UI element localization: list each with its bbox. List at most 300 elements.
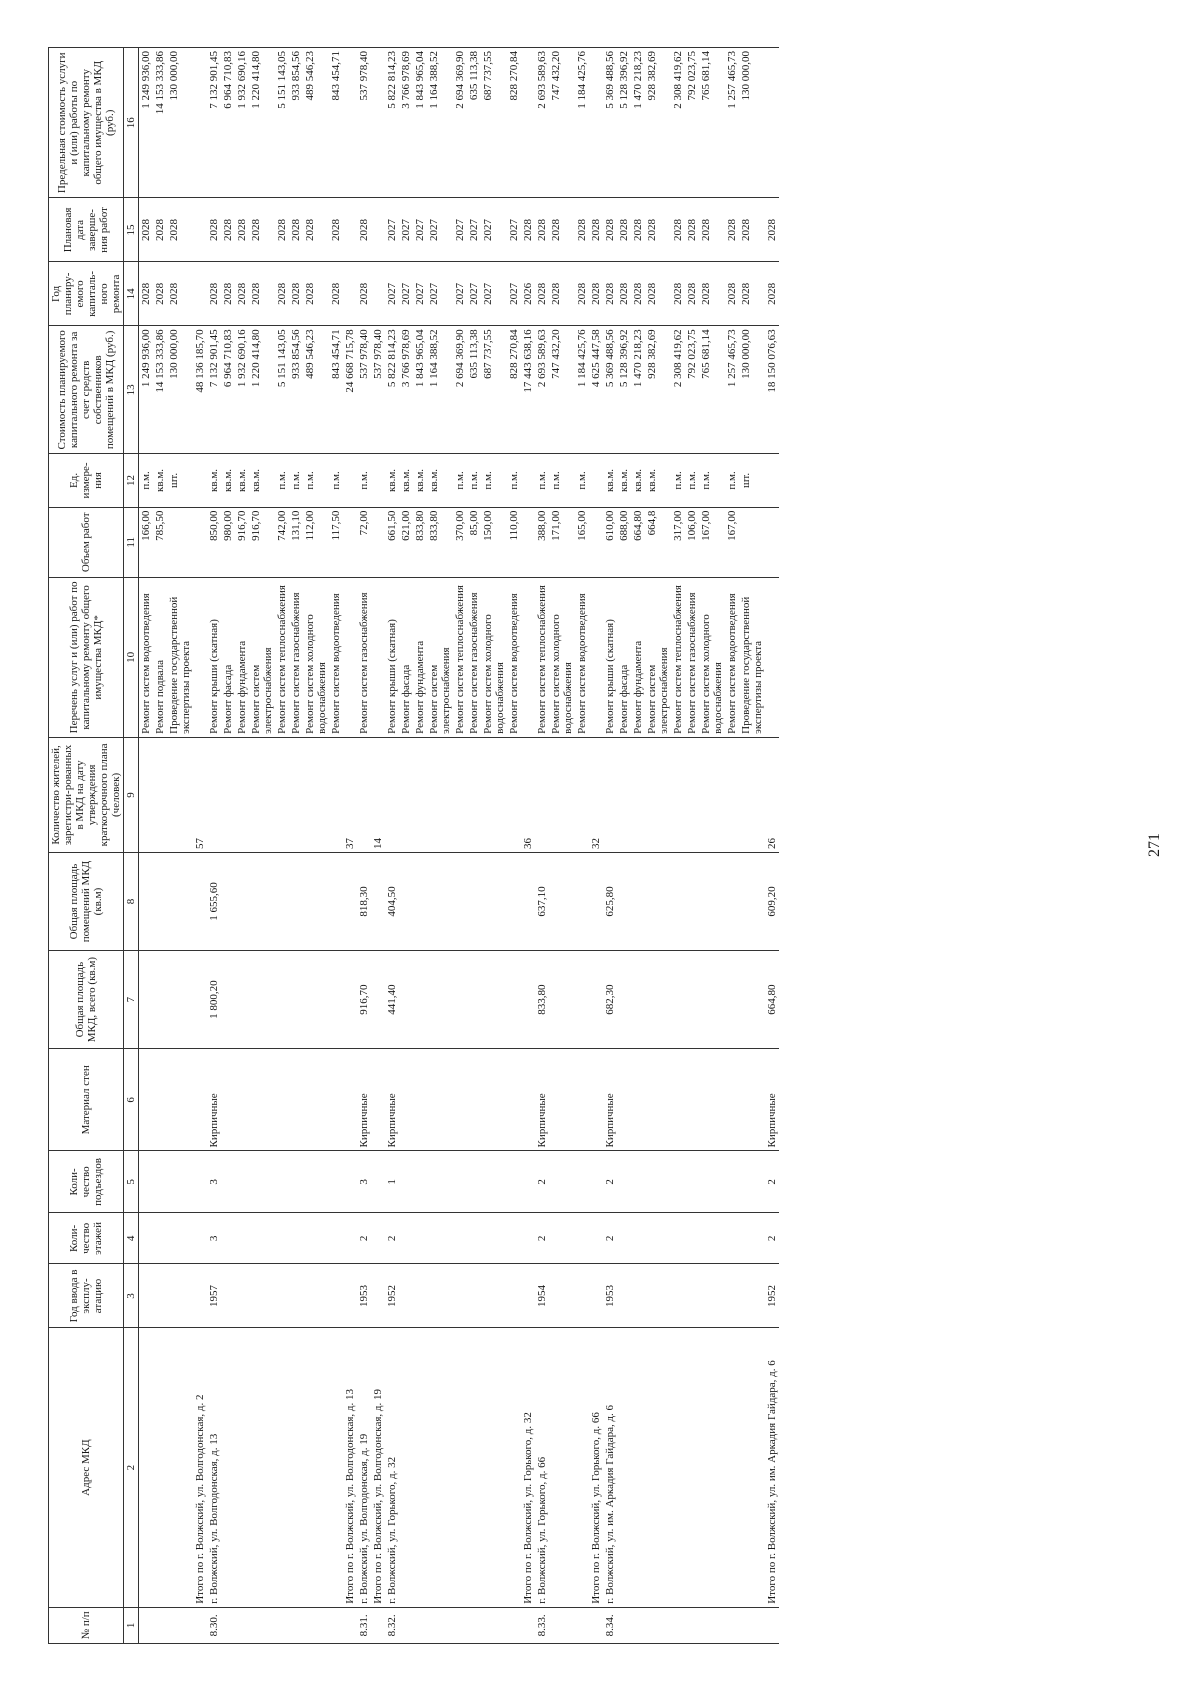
unit-cell: кв.м. xyxy=(399,454,413,507)
row-number: 8.30. xyxy=(207,1607,221,1643)
table-row xyxy=(289,48,303,1644)
year-cell xyxy=(575,1264,589,1328)
limit-cost-cell: 747 432,20 xyxy=(549,48,575,198)
floors-cell: 2 xyxy=(535,1213,549,1264)
entrances-cell: 3 xyxy=(357,1151,371,1213)
work-type-cell xyxy=(521,577,535,737)
limit-cost-cell: 933 854,56 xyxy=(289,48,303,198)
residents-cell: 36 xyxy=(521,737,535,852)
total-area-cell xyxy=(507,951,521,1049)
column-number: 11 xyxy=(124,507,139,577)
wall-material-cell xyxy=(153,1049,167,1151)
work-type-cell xyxy=(589,577,603,737)
row-number xyxy=(671,1607,685,1643)
end-date-cell: 2028 xyxy=(235,198,249,262)
work-volume-cell: 785,50 xyxy=(153,507,167,577)
row-number xyxy=(765,1607,779,1643)
row-number xyxy=(235,1607,249,1643)
work-type-cell: Ремонт систем газоснабжения xyxy=(357,577,371,737)
rooms-area-cell xyxy=(453,853,467,951)
floors-cell xyxy=(481,1213,507,1264)
planned-cost-cell: 24 668 715,78 xyxy=(343,326,357,454)
residents-cell xyxy=(413,737,427,852)
row-number xyxy=(467,1607,481,1643)
work-type-cell: Ремонт фундамента xyxy=(413,577,427,737)
rooms-area-cell xyxy=(289,853,303,951)
total-area-cell xyxy=(617,951,631,1049)
end-date-cell: 2027 xyxy=(399,198,413,262)
rooms-area-cell xyxy=(467,853,481,951)
entrances-cell xyxy=(739,1151,765,1213)
entrances-cell xyxy=(631,1151,645,1213)
column-number: 10 xyxy=(124,577,139,737)
planned-cost-cell: 3 766 978,69 xyxy=(399,326,413,454)
floors-cell xyxy=(303,1213,329,1264)
work-type-cell: Ремонт систем теплоснабжения xyxy=(535,577,549,737)
subtotal-row xyxy=(371,48,385,1644)
wall-material-cell xyxy=(329,1049,343,1151)
rooms-area-cell xyxy=(249,853,275,951)
row-number xyxy=(645,1607,671,1643)
register-table-wrapper xyxy=(48,47,1173,1644)
table-row xyxy=(427,48,453,1644)
total-area-cell xyxy=(685,951,699,1049)
end-date-cell: 2028 xyxy=(645,198,671,262)
limit-cost-cell: 1 249 936,00 xyxy=(139,48,154,198)
plan-year-cell: 2028 xyxy=(603,262,617,326)
work-type-cell: Ремонт фундамента xyxy=(235,577,249,737)
end-date-cell: 2028 xyxy=(249,198,275,262)
rooms-area-cell xyxy=(521,853,535,951)
end-date-cell: 2027 xyxy=(413,198,427,262)
column-number: 1 xyxy=(124,1607,139,1643)
subtotal-row xyxy=(521,48,535,1644)
work-volume-cell: 165,00 xyxy=(575,507,589,577)
address-cell xyxy=(289,1328,303,1607)
row-number xyxy=(371,1607,385,1643)
end-date-cell: 2028 xyxy=(765,198,779,262)
limit-cost-cell: 130 000,00 xyxy=(739,48,765,198)
plan-year-cell: 2028 xyxy=(699,262,725,326)
limit-cost-cell: 1 164 388,52 xyxy=(427,48,453,198)
year-cell xyxy=(275,1264,289,1328)
unit-cell: п.м. xyxy=(453,454,467,507)
floors-cell xyxy=(521,1213,535,1264)
unit-cell: п.м. xyxy=(685,454,699,507)
column-header: Коли-чество подъездов xyxy=(49,1151,124,1213)
wall-material-cell xyxy=(343,1049,357,1151)
end-date-cell: 2028 xyxy=(207,198,221,262)
rooms-area-cell xyxy=(193,853,207,951)
column-number: 4 xyxy=(124,1213,139,1264)
work-volume-cell: 131,10 xyxy=(289,507,303,577)
wall-material-cell xyxy=(249,1049,275,1151)
column-header: Стоимость планируемого капитального ремонта за счет средств собственников помещений в МКД (руб.) xyxy=(49,326,124,454)
residents-cell xyxy=(481,737,507,852)
subtotal-row xyxy=(343,48,357,1644)
wall-material-cell xyxy=(631,1049,645,1151)
floors-cell xyxy=(685,1213,699,1264)
entrances-cell xyxy=(275,1151,289,1213)
end-date-cell xyxy=(371,198,385,262)
limit-cost-cell: 14 153 333,86 xyxy=(153,48,167,198)
row-number xyxy=(343,1607,357,1643)
residents-cell xyxy=(249,737,275,852)
wall-material-cell xyxy=(167,1049,193,1151)
column-header: Плановая дата заверше-ния работ xyxy=(49,198,124,262)
residents-cell xyxy=(329,737,343,852)
row-number xyxy=(521,1607,535,1643)
entrances-cell xyxy=(699,1151,725,1213)
wall-material-cell xyxy=(467,1049,481,1151)
column-header: Количество жителей, зарегистри-рованных в МКД на дату утверждения краткосрочного плана (человек) xyxy=(49,737,124,852)
floors-cell: 2 xyxy=(765,1213,779,1264)
table-row xyxy=(535,48,549,1644)
limit-cost-cell: 2 308 419,62 xyxy=(671,48,685,198)
work-type-cell: Ремонт систем электроснабжения xyxy=(645,577,671,737)
end-date-cell: 2028 xyxy=(739,198,765,262)
rooms-area-cell: 404,50 xyxy=(385,853,399,951)
unit-cell: кв.м. xyxy=(153,454,167,507)
work-type-cell: Ремонт систем водоотведения xyxy=(507,577,521,737)
planned-cost-cell: 6 964 710,83 xyxy=(221,326,235,454)
total-area-cell xyxy=(699,951,725,1049)
plan-year-cell: 2028 xyxy=(249,262,275,326)
plan-year-cell: 2028 xyxy=(329,262,343,326)
work-volume-cell: 72,00 xyxy=(357,507,371,577)
floors-cell xyxy=(589,1213,603,1264)
limit-cost-cell: 537 978,40 xyxy=(357,48,371,198)
limit-cost-cell: 843 454,71 xyxy=(329,48,343,198)
wall-material-cell: Кирпичные xyxy=(765,1049,779,1151)
address-cell xyxy=(645,1328,671,1607)
column-number: 3 xyxy=(124,1264,139,1328)
row-number xyxy=(481,1607,507,1643)
row-number xyxy=(329,1607,343,1643)
table-row xyxy=(207,48,221,1644)
work-volume-cell: 317,00 xyxy=(671,507,685,577)
plan-year-cell: 2028 xyxy=(575,262,589,326)
work-volume-cell xyxy=(167,507,193,577)
entrances-cell xyxy=(371,1151,385,1213)
residents-cell xyxy=(617,737,631,852)
wall-material-cell xyxy=(699,1049,725,1151)
wall-material-cell xyxy=(413,1049,427,1151)
total-area-cell xyxy=(739,951,765,1049)
work-volume-cell: 833,80 xyxy=(427,507,453,577)
row-number xyxy=(153,1607,167,1643)
rooms-area-cell xyxy=(645,853,671,951)
unit-cell xyxy=(521,454,535,507)
year-cell xyxy=(427,1264,453,1328)
work-volume-cell: 112,00 xyxy=(303,507,329,577)
table-row xyxy=(685,48,699,1644)
planned-cost-cell: 1 843 965,04 xyxy=(413,326,427,454)
work-type-cell: Ремонт систем газоснабжения xyxy=(467,577,481,737)
plan-year-cell: 2027 xyxy=(427,262,453,326)
table-row xyxy=(399,48,413,1644)
plan-year-cell: 2028 xyxy=(221,262,235,326)
column-header: № п/п xyxy=(49,1607,124,1643)
total-area-cell: 441,40 xyxy=(385,951,399,1049)
wall-material-cell: Кирпичные xyxy=(207,1049,221,1151)
total-area-cell xyxy=(631,951,645,1049)
work-type-cell: Ремонт фасада xyxy=(617,577,631,737)
entrances-cell xyxy=(671,1151,685,1213)
floors-cell xyxy=(167,1213,193,1264)
planned-cost-cell: 2 308 419,62 xyxy=(671,326,685,454)
work-type-cell: Ремонт систем электроснабжения xyxy=(427,577,453,737)
unit-cell: кв.м. xyxy=(645,454,671,507)
total-area-cell: 916,70 xyxy=(357,951,371,1049)
table-row xyxy=(617,48,631,1644)
row-number xyxy=(413,1607,427,1643)
address-cell xyxy=(631,1328,645,1607)
planned-cost-cell: 1 184 425,76 xyxy=(575,326,589,454)
rooms-area-cell xyxy=(275,853,289,951)
plan-year-cell: 2028 xyxy=(617,262,631,326)
column-number: 9 xyxy=(124,737,139,852)
row-number xyxy=(221,1607,235,1643)
column-header: Объем работ xyxy=(49,507,124,577)
total-area-cell xyxy=(467,951,481,1049)
work-type-cell: Ремонт крыши (скатная) xyxy=(603,577,617,737)
work-volume-cell: 916,70 xyxy=(235,507,249,577)
work-volume-cell: 388,00 xyxy=(535,507,549,577)
floors-cell xyxy=(645,1213,671,1264)
rooms-area-cell xyxy=(329,853,343,951)
plan-year-cell: 2028 xyxy=(671,262,685,326)
year-cell: 1954 xyxy=(535,1264,549,1328)
row-number xyxy=(249,1607,275,1643)
residents-cell: 26 xyxy=(765,737,779,852)
row-number: 8.34. xyxy=(603,1607,617,1643)
unit-cell: п.м. xyxy=(535,454,549,507)
subtotal-row xyxy=(765,48,779,1644)
end-date-cell: 2028 xyxy=(289,198,303,262)
work-volume-cell: 610,00 xyxy=(603,507,617,577)
unit-cell: кв.м. xyxy=(427,454,453,507)
year-cell xyxy=(671,1264,685,1328)
address-cell xyxy=(413,1328,427,1607)
limit-cost-cell: 5 151 143,05 xyxy=(275,48,289,198)
planned-cost-cell: 48 136 185,70 xyxy=(193,326,207,454)
residents-cell xyxy=(235,737,249,852)
unit-cell: кв.м. xyxy=(221,454,235,507)
plan-year-cell: 2028 xyxy=(765,262,779,326)
work-volume-cell: 688,00 xyxy=(617,507,631,577)
limit-cost-cell: 635 113,38 xyxy=(467,48,481,198)
work-type-cell: Ремонт систем водоотведения xyxy=(329,577,343,737)
residents-cell xyxy=(685,737,699,852)
unit-cell xyxy=(193,454,207,507)
row-number xyxy=(617,1607,631,1643)
address-cell: Итого по г. Волжский, ул. Волгодонская, д. 2 xyxy=(193,1328,207,1607)
total-area-cell xyxy=(303,951,329,1049)
address-cell xyxy=(725,1328,739,1607)
floors-cell xyxy=(235,1213,249,1264)
rooms-area-cell xyxy=(427,853,453,951)
total-area-cell xyxy=(289,951,303,1049)
rooms-area-cell xyxy=(671,853,685,951)
plan-year-cell xyxy=(343,262,357,326)
planned-cost-cell: 5 128 396,92 xyxy=(617,326,631,454)
limit-cost-cell: 5 822 814,23 xyxy=(385,48,399,198)
floors-cell: 2 xyxy=(357,1213,371,1264)
address-cell xyxy=(249,1328,275,1607)
work-type-cell: Ремонт систем холодного водоснабжения xyxy=(303,577,329,737)
residents-cell xyxy=(725,737,739,852)
total-area-cell: 1 800,20 xyxy=(207,951,221,1049)
unit-cell xyxy=(343,454,357,507)
row-number xyxy=(507,1607,521,1643)
plan-year-cell: 2028 xyxy=(685,262,699,326)
address-cell: Итого по г. Волжский, ул. Волгодонская, д. 13 xyxy=(343,1328,357,1607)
floors-cell xyxy=(507,1213,521,1264)
total-area-cell xyxy=(371,951,385,1049)
unit-cell: шт. xyxy=(167,454,193,507)
plan-year-cell: 2027 xyxy=(507,262,521,326)
address-cell xyxy=(549,1328,575,1607)
table-row xyxy=(139,48,154,1644)
table-row xyxy=(167,48,193,1644)
floors-cell xyxy=(371,1213,385,1264)
unit-cell: кв.м. xyxy=(617,454,631,507)
planned-cost-cell: 130 000,00 xyxy=(167,326,193,454)
column-number-row xyxy=(124,48,139,1644)
end-date-cell: 2028 xyxy=(275,198,289,262)
floors-cell xyxy=(399,1213,413,1264)
table-row xyxy=(235,48,249,1644)
year-cell xyxy=(413,1264,427,1328)
limit-cost-cell xyxy=(765,48,779,198)
wall-material-cell xyxy=(453,1049,467,1151)
year-cell: 1952 xyxy=(765,1264,779,1328)
capital-repair-register-table xyxy=(48,47,779,1644)
planned-cost-cell: 1 470 218,23 xyxy=(631,326,645,454)
column-header: Материал стен xyxy=(49,1049,124,1151)
work-type-cell: Ремонт систем холодного водоснабжения xyxy=(699,577,725,737)
entrances-cell xyxy=(521,1151,535,1213)
work-type-cell: Ремонт крыши (скатная) xyxy=(385,577,399,737)
wall-material-cell xyxy=(645,1049,671,1151)
work-volume-cell: 916,70 xyxy=(249,507,275,577)
unit-cell: п.м. xyxy=(549,454,575,507)
residents-cell xyxy=(221,737,235,852)
column-header: Год ввода в эксплу-атацию xyxy=(49,1264,124,1328)
entrances-cell xyxy=(343,1151,357,1213)
year-cell xyxy=(221,1264,235,1328)
residents-cell xyxy=(385,737,399,852)
table-body xyxy=(139,48,780,1644)
planned-cost-cell: 635 113,38 xyxy=(467,326,481,454)
residents-cell: 32 xyxy=(589,737,603,852)
end-date-cell: 2028 xyxy=(535,198,549,262)
work-type-cell: Ремонт систем водоотведения xyxy=(575,577,589,737)
year-cell xyxy=(467,1264,481,1328)
floors-cell xyxy=(617,1213,631,1264)
limit-cost-cell: 1 184 425,76 xyxy=(575,48,589,198)
total-area-cell xyxy=(481,951,507,1049)
table-row xyxy=(329,48,343,1644)
rooms-area-cell xyxy=(153,853,167,951)
floors-cell xyxy=(739,1213,765,1264)
address-cell xyxy=(235,1328,249,1607)
column-number: 8 xyxy=(124,853,139,951)
work-volume-cell xyxy=(739,507,765,577)
unit-cell: кв.м. xyxy=(207,454,221,507)
unit-cell: п.м. xyxy=(303,454,329,507)
rooms-area-cell xyxy=(617,853,631,951)
column-header: Перечень услуг и (или) работ по капитальному ремонту общего имущества МКД* xyxy=(49,577,124,737)
end-date-cell: 2027 xyxy=(385,198,399,262)
rooms-area-cell: 625,80 xyxy=(603,853,617,951)
floors-cell xyxy=(221,1213,235,1264)
row-number xyxy=(685,1607,699,1643)
plan-year-cell: 2027 xyxy=(399,262,413,326)
table-header-row xyxy=(49,48,124,1644)
floors-cell: 3 xyxy=(207,1213,221,1264)
end-date-cell: 2028 xyxy=(153,198,167,262)
work-type-cell: Ремонт систем холодного водоснабжения xyxy=(549,577,575,737)
total-area-cell xyxy=(329,951,343,1049)
floors-cell xyxy=(193,1213,207,1264)
address-cell xyxy=(453,1328,467,1607)
end-date-cell: 2027 xyxy=(453,198,467,262)
address-cell xyxy=(617,1328,631,1607)
entrances-cell xyxy=(167,1151,193,1213)
wall-material-cell xyxy=(617,1049,631,1151)
rooms-area-cell: 818,30 xyxy=(357,853,371,951)
floors-cell xyxy=(153,1213,167,1264)
column-header: Общая площадь помещений МКД (кв.м) xyxy=(49,853,124,951)
residents-cell xyxy=(357,737,371,852)
plan-year-cell: 2028 xyxy=(289,262,303,326)
row-number xyxy=(193,1607,207,1643)
row-number xyxy=(303,1607,329,1643)
rooms-area-cell xyxy=(631,853,645,951)
address-cell xyxy=(685,1328,699,1607)
unit-cell: кв.м. xyxy=(603,454,617,507)
address-cell: г. Волжский, ул. им. Аркадия Гайдара, д. 6 xyxy=(603,1328,617,1607)
entrances-cell xyxy=(193,1151,207,1213)
row-number xyxy=(575,1607,589,1643)
work-volume-cell: 117,50 xyxy=(329,507,343,577)
year-cell xyxy=(167,1264,193,1328)
floors-cell xyxy=(549,1213,575,1264)
residents-cell xyxy=(153,737,167,852)
table-row xyxy=(631,48,645,1644)
year-cell xyxy=(481,1264,507,1328)
end-date-cell: 2028 xyxy=(521,198,535,262)
planned-cost-cell: 828 270,84 xyxy=(507,326,521,454)
row-number xyxy=(167,1607,193,1643)
year-cell xyxy=(645,1264,671,1328)
subtotal-row xyxy=(193,48,207,1644)
total-area-cell xyxy=(167,951,193,1049)
plan-year-cell: 2028 xyxy=(235,262,249,326)
address-cell xyxy=(467,1328,481,1607)
column-number: 12 xyxy=(124,454,139,507)
wall-material-cell xyxy=(739,1049,765,1151)
work-volume-cell xyxy=(589,507,603,577)
planned-cost-cell: 928 382,69 xyxy=(645,326,671,454)
wall-material-cell xyxy=(575,1049,589,1151)
end-date-cell: 2027 xyxy=(481,198,507,262)
unit-cell: п.м. xyxy=(329,454,343,507)
floors-cell xyxy=(631,1213,645,1264)
residents-cell xyxy=(575,737,589,852)
